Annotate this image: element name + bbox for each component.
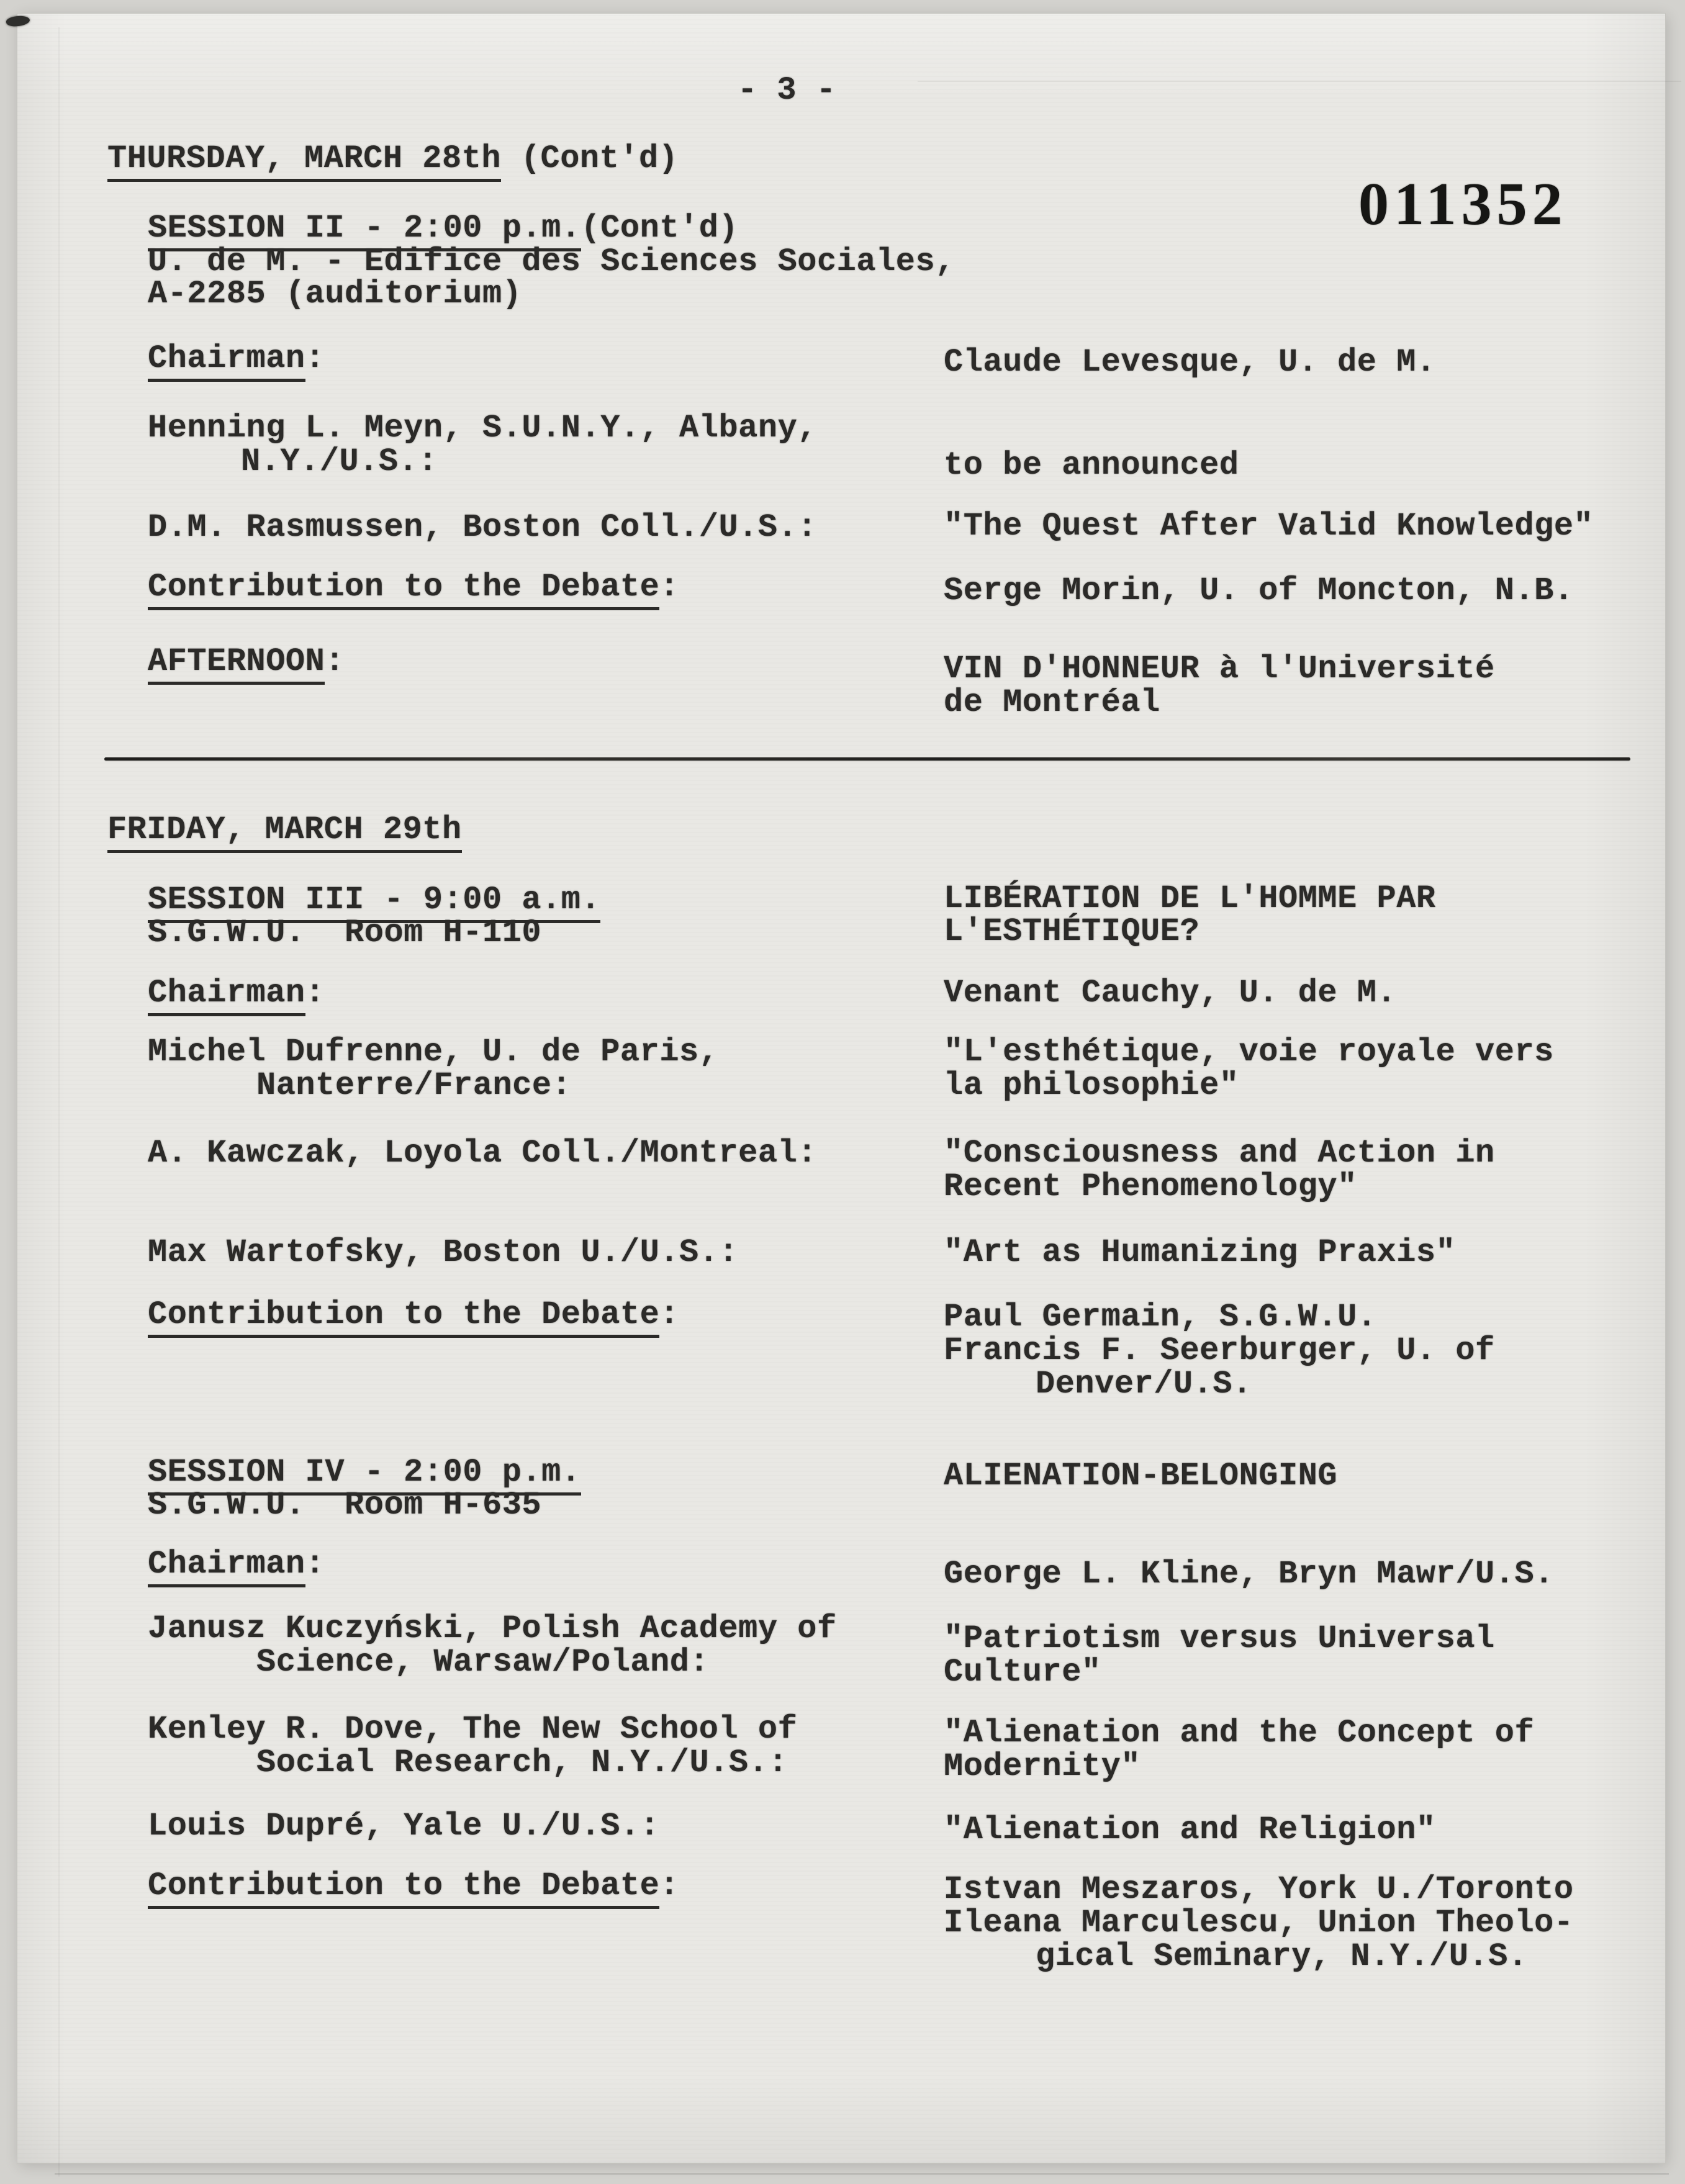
session4-debate-line1: Istvan Meszaros, York U./Toronto [944,1871,1574,1908]
colon: : [305,975,325,1011]
session4-heading: SESSION IV - 2:00 p.m. [148,1455,581,1490]
afternoon-event-line1: VIN D'HONNEUR à l'Université [944,651,1495,687]
colon: : [325,643,345,680]
session4-speaker1-line2: Science, Warsaw/Poland: [256,1644,710,1681]
session2-venue-line1: U. de M. - Edifice des Sciences Sociales, [148,243,955,280]
session2-speaker2-topic: "The Quest After Valid Knowledge" [944,508,1594,544]
session2-chairman-label: Chairman: [148,341,325,376]
afternoon-event-line2: de Montréal [944,684,1160,721]
day-heading-thursday [107,142,678,176]
page-edge-crease-vertical [58,27,60,2177]
session2-heading-text: SESSION II - 2:00 p.m. [148,210,581,251]
session3-speaker2-topic-line1: "Consciousness and Action in [944,1135,1495,1171]
session3-heading: SESSION III - 9:00 a.m. [148,883,600,918]
session2-speaker1-topic: to be announced [944,447,1239,484]
session3-debate-line2: Francis F. Seerburger, U. of [944,1332,1495,1369]
session4-chairman-label: Chairman: [148,1547,325,1582]
session2-chairman-name: Claude Levesque, U. de M. [944,344,1436,381]
afternoon-label: AFTERNOON: [148,644,345,679]
session3-chairman-label: Chairman: [148,976,325,1011]
colon: : [659,569,680,605]
day-heading-thursday-suffix: (Cont'd) [501,140,679,177]
colon: : [659,1867,680,1904]
paper-page [17,14,1665,2163]
session2-speaker1-line2: N.Y./U.S.: [241,443,438,480]
session4-speaker1-topic-line2: Culture" [944,1654,1101,1690]
session2-speaker2: D.M. Rasmussen, Boston Coll./U.S.: [148,509,817,546]
day-heading-friday: FRIDAY, MARCH 29th [107,813,462,847]
colon: : [305,1546,325,1582]
session2-heading-suffix: (Cont'd) [580,210,739,246]
session2-speaker1-line1: Henning L. Meyn, S.U.N.Y., Albany, [148,410,817,446]
session4-speaker2-topic-line1: "Alienation and the Concept of [944,1715,1535,1751]
session4-speaker1-topic-line1: "Patriotism versus Universal [944,1620,1495,1657]
session2-debate-contributor: Serge Morin, U. of Moncton, N.B. [944,572,1574,609]
session3-debate-label: Contribution to the Debate: [148,1297,679,1332]
session4-debate-line2: Ileana Marculescu, Union Theolo- [944,1905,1574,1941]
session2-debate-label: Contribution to the Debate: [148,570,679,605]
session3-speaker3-topic: "Art as Humanizing Praxis" [944,1234,1456,1271]
session4-speaker2-line2: Social Research, N.Y./U.S.: [256,1744,788,1781]
page-edge-crease-bottom [55,2173,1669,2175]
session2-heading [148,211,738,246]
session4-chairman-name: George L. Kline, Bryn Mawr/U.S. [944,1556,1554,1592]
section-divider-line [104,757,1630,760]
session3-speaker3: Max Wartofsky, Boston U./U.S.: [148,1234,739,1271]
session3-chairman-name: Venant Cauchy, U. de M. [944,975,1397,1011]
colon: : [659,1296,680,1333]
session4-speaker1-line1: Janusz Kuczyński, Polish Academy of [148,1610,837,1647]
session4-speaker2-topic-line2: Modernity" [944,1748,1141,1785]
session3-debate-line1: Paul Germain, S.G.W.U. [944,1299,1377,1335]
session3-venue: S.G.W.U. Room H-110 [148,914,542,951]
session4-speaker2-line1: Kenley R. Dove, The New School of [148,1711,798,1748]
session2-venue-line2: A-2285 (auditorium) [148,276,522,312]
session3-debate-line3: Denver/U.S. [1036,1366,1252,1402]
session3-theme-line2: L'ESTHÉTIQUE? [944,913,1200,950]
session3-theme-line1: LIBÉRATION DE L'HOMME PAR [944,880,1436,917]
session4-debate-label: Contribution to the Debate: [148,1869,679,1903]
day-heading-thursday-text: THURSDAY, MARCH 28th [107,140,501,182]
session4-speaker3: Louis Dupré, Yale U./U.S.: [148,1808,660,1844]
session3-speaker1-line2: Nanterre/France: [256,1067,572,1104]
colon: : [305,340,325,377]
session3-speaker1-topic-line2: la philosophie" [944,1067,1239,1104]
page-number: - 3 - [738,72,836,109]
session4-theme: ALIENATION-BELONGING [944,1458,1338,1494]
session4-debate-line3: gical Seminary, N.Y./U.S. [1036,1938,1528,1975]
archive-stamp-number: 011352 [1358,171,1568,238]
session3-speaker2-topic-line2: Recent Phenomenology" [944,1168,1357,1205]
session3-speaker1-line1: Michel Dufrenne, U. de Paris, [148,1034,719,1070]
session4-speaker3-topic: "Alienation and Religion" [944,1812,1436,1848]
session4-venue: S.G.W.U. Room H-635 [148,1487,542,1523]
page-edge-crease-top [918,81,1681,82]
session3-speaker1-topic-line1: "L'esthétique, voie royale vers [944,1034,1554,1070]
session3-speaker2: A. Kawczak, Loyola Coll./Montreal: [148,1135,817,1171]
